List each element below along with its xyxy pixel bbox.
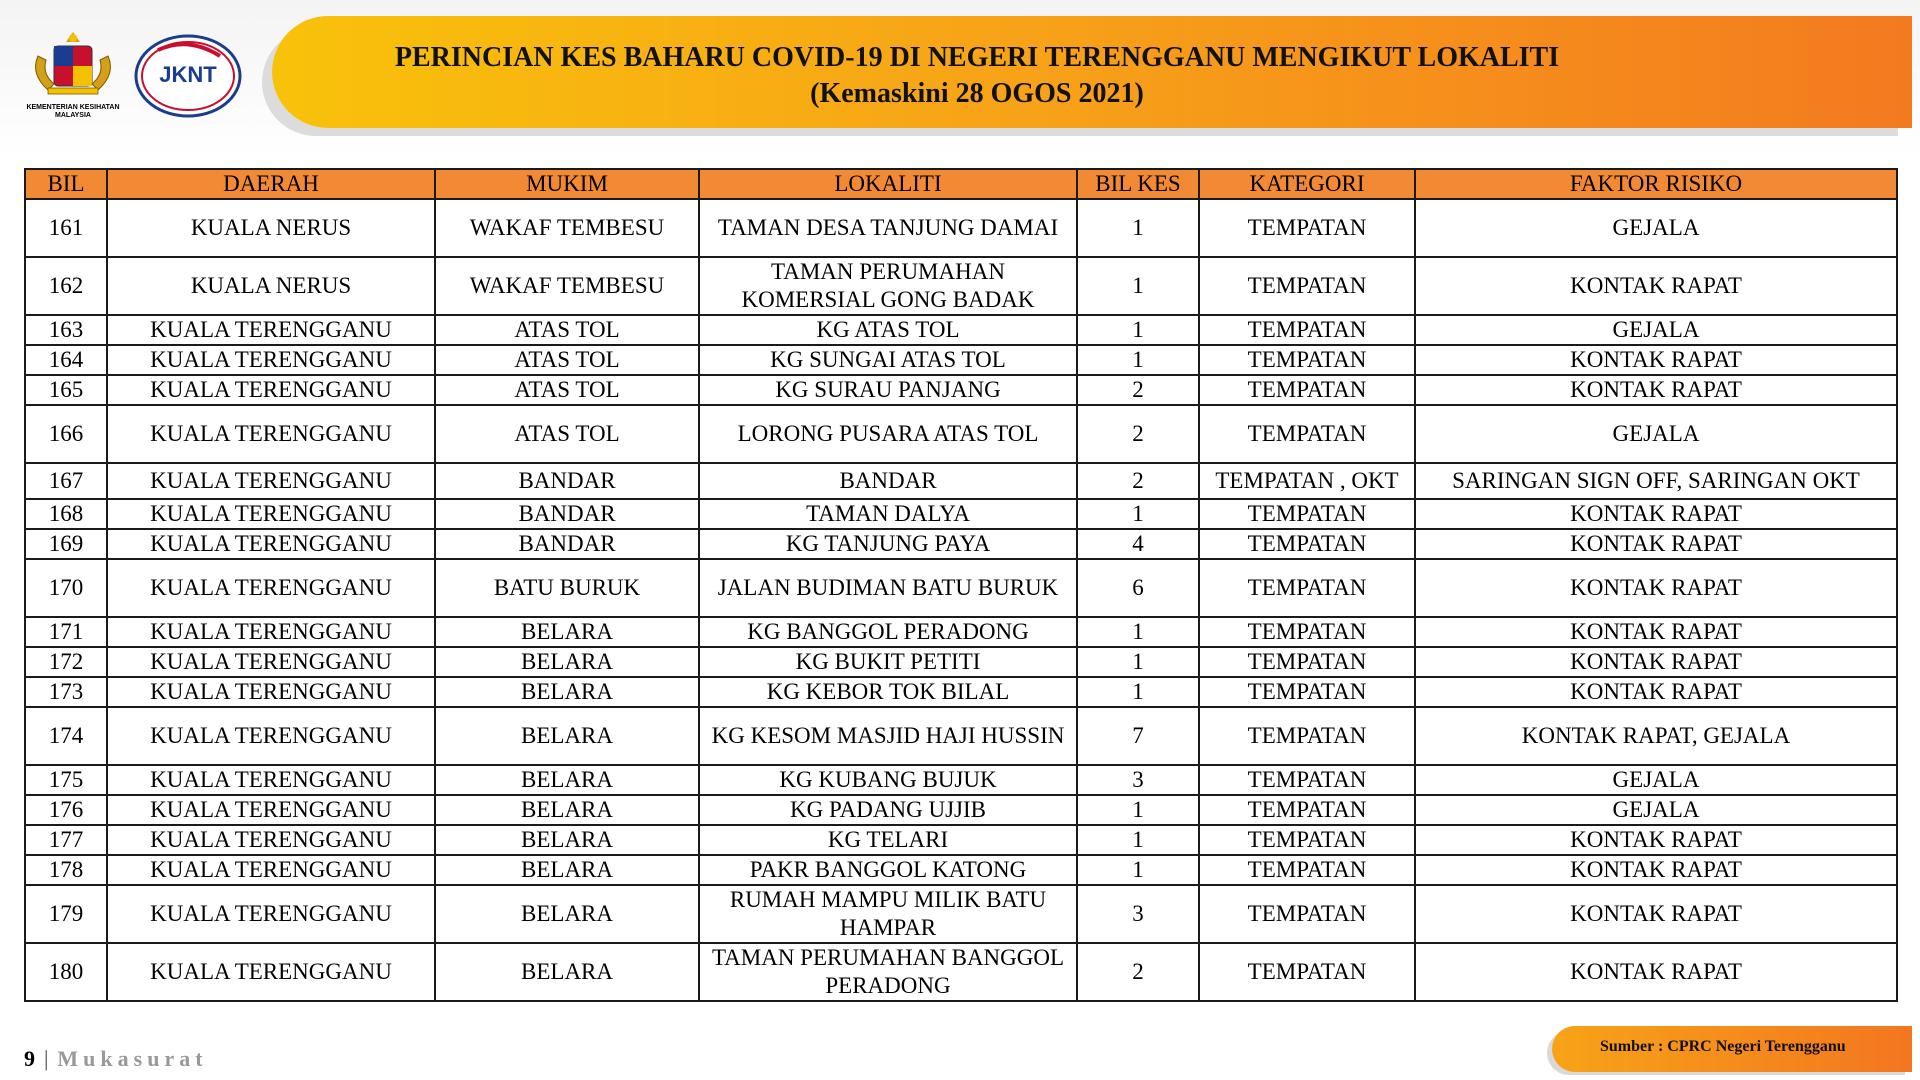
cell-mukim: WAKAF TEMBESU <box>435 199 699 257</box>
table-header-row <box>25 169 1897 199</box>
cell-daerah: KUALA TERENGGANU <box>107 677 435 707</box>
cell-faktor-risiko: GEJALA <box>1415 315 1897 345</box>
cell-lokaliti: KG KUBANG BUJUK <box>699 765 1077 795</box>
cell-bil-kes: 2 <box>1077 943 1199 1001</box>
cell-bil-kes: 1 <box>1077 795 1199 825</box>
cell-lokaliti: TAMAN DESA TANJUNG DAMAI <box>699 199 1077 257</box>
cell-daerah: KUALA TERENGGANU <box>107 795 435 825</box>
cell-faktor-risiko: KONTAK RAPAT <box>1415 559 1897 617</box>
cell-bil: 164 <box>25 345 107 375</box>
table-row <box>25 617 1897 647</box>
cell-lokaliti: TAMAN PERUMAHAN KOMERSIAL GONG BADAK <box>699 257 1077 315</box>
cell-kategori: TEMPATAN <box>1199 559 1415 617</box>
cell-daerah: KUALA TERENGGANU <box>107 529 435 559</box>
column-header-lokaliti: LOKALITI <box>699 169 1077 199</box>
table-row <box>25 825 1897 855</box>
cell-lokaliti: PAKR BANGGOL KATONG <box>699 855 1077 885</box>
table-row <box>25 315 1897 345</box>
cell-kategori: TEMPATAN <box>1199 315 1415 345</box>
cell-mukim: BELARA <box>435 647 699 677</box>
table-row <box>25 855 1897 885</box>
table-row <box>25 885 1897 943</box>
cell-bil: 163 <box>25 315 107 345</box>
cell-faktor-risiko: GEJALA <box>1415 795 1897 825</box>
cell-bil: 172 <box>25 647 107 677</box>
table-row <box>25 257 1897 315</box>
page-footer <box>24 1046 208 1072</box>
cell-bil: 175 <box>25 765 107 795</box>
cell-bil-kes: 4 <box>1077 529 1199 559</box>
cell-mukim: BELARA <box>435 855 699 885</box>
cell-faktor-risiko: KONTAK RAPAT, GEJALA <box>1415 707 1897 765</box>
cell-kategori: TEMPATAN <box>1199 855 1415 885</box>
cell-daerah: KUALA TERENGGANU <box>107 707 435 765</box>
cell-lokaliti: LORONG PUSARA ATAS TOL <box>699 405 1077 463</box>
column-header-bil-kes: BIL KES <box>1077 169 1199 199</box>
cell-kategori: TEMPATAN <box>1199 345 1415 375</box>
table-row <box>25 943 1897 1001</box>
table-row <box>25 559 1897 617</box>
cell-lokaliti: TAMAN PERUMAHAN BANGGOL PERADONG <box>699 943 1077 1001</box>
column-header-bil: BIL <box>25 169 107 199</box>
cell-bil: 169 <box>25 529 107 559</box>
page-title: PERINCIAN KES BAHARU COVID-19 DI NEGERI TERENGGANU MENGIKUT LOKALITI <box>394 42 1560 73</box>
jknt-logo-text: JKNT <box>159 62 217 87</box>
cell-daerah: KUALA TERENGGANU <box>107 315 435 345</box>
page-subtitle: (Kemaskini 28 OGOS 2021) <box>810 78 1144 109</box>
footer-separator: | <box>44 1046 50 1071</box>
page-label: Mukasurat <box>57 1046 208 1071</box>
logo-caption-line-2: MALAYSIA <box>55 112 91 119</box>
table-row <box>25 707 1897 765</box>
cell-mukim: BELARA <box>435 943 699 1001</box>
cell-lokaliti: KG TELARI <box>699 825 1077 855</box>
cell-daerah: KUALA TERENGGANU <box>107 943 435 1001</box>
cell-bil-kes: 2 <box>1077 463 1199 499</box>
cell-bil-kes: 2 <box>1077 405 1199 463</box>
cell-kategori: TEMPATAN <box>1199 529 1415 559</box>
cell-lokaliti: KG BUKIT PETITI <box>699 647 1077 677</box>
cell-bil: 180 <box>25 943 107 1001</box>
cell-bil: 170 <box>25 559 107 617</box>
cell-kategori: TEMPATAN <box>1199 885 1415 943</box>
cell-bil: 179 <box>25 885 107 943</box>
cell-lokaliti: KG ATAS TOL <box>699 315 1077 345</box>
cell-bil: 176 <box>25 795 107 825</box>
cell-daerah: KUALA TERENGGANU <box>107 345 435 375</box>
cell-lokaliti: TAMAN DALYA <box>699 499 1077 529</box>
cell-lokaliti: KG SUNGAI ATAS TOL <box>699 345 1077 375</box>
cell-bil-kes: 1 <box>1077 825 1199 855</box>
logo-group <box>18 28 248 128</box>
cell-lokaliti: KG BANGGOL PERADONG <box>699 617 1077 647</box>
table-body <box>25 199 1897 1001</box>
cell-faktor-risiko: KONTAK RAPAT <box>1415 529 1897 559</box>
cell-faktor-risiko: KONTAK RAPAT <box>1415 885 1897 943</box>
cell-bil-kes: 1 <box>1077 855 1199 885</box>
cell-lokaliti: RUMAH MAMPU MILIK BATU HAMPAR <box>699 885 1077 943</box>
cell-daerah: KUALA TERENGGANU <box>107 855 435 885</box>
cell-kategori: TEMPATAN <box>1199 375 1415 405</box>
cell-faktor-risiko: KONTAK RAPAT <box>1415 677 1897 707</box>
cell-mukim: BELARA <box>435 825 699 855</box>
logo-caption-line-1: KEMENTERIAN KESIHATAN <box>26 104 120 111</box>
cell-daerah: KUALA TERENGGANU <box>107 885 435 943</box>
table-row <box>25 499 1897 529</box>
cell-bil-kes: 1 <box>1077 199 1199 257</box>
cell-faktor-risiko: KONTAK RAPAT <box>1415 943 1897 1001</box>
cell-bil: 178 <box>25 855 107 885</box>
cell-mukim: BELARA <box>435 617 699 647</box>
cell-bil-kes: 7 <box>1077 707 1199 765</box>
cell-faktor-risiko: GEJALA <box>1415 199 1897 257</box>
cell-bil-kes: 1 <box>1077 315 1199 345</box>
column-header-mukim: MUKIM <box>435 169 699 199</box>
cell-daerah: KUALA TERENGGANU <box>107 463 435 499</box>
cell-bil: 166 <box>25 405 107 463</box>
cell-lokaliti: KG PADANG UJJIB <box>699 795 1077 825</box>
cell-lokaliti: JALAN BUDIMAN BATU BURUK <box>699 559 1077 617</box>
cell-lokaliti: KG TANJUNG PAYA <box>699 529 1077 559</box>
table-row <box>25 199 1897 257</box>
cell-kategori: TEMPATAN <box>1199 943 1415 1001</box>
cases-table <box>24 168 1898 1002</box>
cell-lokaliti: BANDAR <box>699 463 1077 499</box>
cell-bil-kes: 1 <box>1077 617 1199 647</box>
cell-mukim: BELARA <box>435 885 699 943</box>
table-row <box>25 375 1897 405</box>
cell-mukim: BELARA <box>435 707 699 765</box>
cell-faktor-risiko: KONTAK RAPAT <box>1415 855 1897 885</box>
cell-bil: 173 <box>25 677 107 707</box>
cell-bil: 165 <box>25 375 107 405</box>
cell-lokaliti: KG SURAU PANJANG <box>699 375 1077 405</box>
table-row <box>25 795 1897 825</box>
cell-kategori: TEMPATAN <box>1199 825 1415 855</box>
cell-bil: 171 <box>25 617 107 647</box>
cell-mukim: BANDAR <box>435 499 699 529</box>
cell-daerah: KUALA TERENGGANU <box>107 617 435 647</box>
column-header-kategori: KATEGORI <box>1199 169 1415 199</box>
cell-mukim: WAKAF TEMBESU <box>435 257 699 315</box>
cell-kategori: TEMPATAN <box>1199 199 1415 257</box>
cell-faktor-risiko: GEJALA <box>1415 765 1897 795</box>
cell-faktor-risiko: KONTAK RAPAT <box>1415 647 1897 677</box>
cell-daerah: KUALA TERENGGANU <box>107 647 435 677</box>
cell-bil: 177 <box>25 825 107 855</box>
cell-bil-kes: 1 <box>1077 647 1199 677</box>
cell-daerah: KUALA NERUS <box>107 199 435 257</box>
cell-bil-kes: 1 <box>1077 677 1199 707</box>
page-title-block <box>272 40 1682 112</box>
cell-faktor-risiko: KONTAK RAPAT <box>1415 257 1897 315</box>
cell-faktor-risiko: KONTAK RAPAT <box>1415 617 1897 647</box>
cell-mukim: ATAS TOL <box>435 345 699 375</box>
logo-caption <box>18 104 128 120</box>
cell-faktor-risiko: KONTAK RAPAT <box>1415 499 1897 529</box>
cell-mukim: BATU BURUK <box>435 559 699 617</box>
cell-daerah: KUALA TERENGGANU <box>107 765 435 795</box>
cell-mukim: BELARA <box>435 795 699 825</box>
cell-daerah: KUALA TERENGGANU <box>107 375 435 405</box>
cell-mukim: ATAS TOL <box>435 315 699 345</box>
cell-lokaliti: KG KESOM MASJID HAJI HUSSIN <box>699 707 1077 765</box>
column-header-daerah: DAERAH <box>107 169 435 199</box>
cell-kategori: TEMPATAN <box>1199 647 1415 677</box>
cell-mukim: BANDAR <box>435 529 699 559</box>
cell-bil: 168 <box>25 499 107 529</box>
table-row <box>25 677 1897 707</box>
page-number: 9 <box>24 1046 36 1071</box>
cell-kategori: TEMPATAN <box>1199 257 1415 315</box>
table-row <box>25 463 1897 499</box>
cell-mukim: ATAS TOL <box>435 405 699 463</box>
cell-kategori: TEMPATAN <box>1199 617 1415 647</box>
cell-faktor-risiko: SARINGAN SIGN OFF, SARINGAN OKT <box>1415 463 1897 499</box>
cell-mukim: BANDAR <box>435 463 699 499</box>
table-row <box>25 529 1897 559</box>
table-row <box>25 647 1897 677</box>
cell-bil-kes: 3 <box>1077 765 1199 795</box>
table-row <box>25 345 1897 375</box>
cell-lokaliti: KG KEBOR TOK BILAL <box>699 677 1077 707</box>
cell-kategori: TEMPATAN <box>1199 707 1415 765</box>
cell-bil-kes: 1 <box>1077 345 1199 375</box>
cell-bil: 174 <box>25 707 107 765</box>
cell-daerah: KUALA TERENGGANU <box>107 499 435 529</box>
cell-bil: 161 <box>25 199 107 257</box>
cell-daerah: KUALA TERENGGANU <box>107 405 435 463</box>
cell-mukim: BELARA <box>435 765 699 795</box>
jknt-logo <box>128 30 248 122</box>
table-row <box>25 765 1897 795</box>
cell-mukim: BELARA <box>435 677 699 707</box>
cell-daerah: KUALA NERUS <box>107 257 435 315</box>
cell-faktor-risiko: GEJALA <box>1415 405 1897 463</box>
cell-kategori: TEMPATAN <box>1199 765 1415 795</box>
cell-faktor-risiko: KONTAK RAPAT <box>1415 345 1897 375</box>
column-header-faktor-risiko: FAKTOR RISIKO <box>1415 169 1897 199</box>
cell-kategori: TEMPATAN <box>1199 499 1415 529</box>
cell-kategori: TEMPATAN <box>1199 795 1415 825</box>
cell-mukim: ATAS TOL <box>435 375 699 405</box>
cell-bil-kes: 1 <box>1077 257 1199 315</box>
source-label: Sumber : CPRC Negeri Terengganu <box>1600 1038 1846 1055</box>
table-row <box>25 405 1897 463</box>
cell-daerah: KUALA TERENGGANU <box>107 825 435 855</box>
cell-daerah: KUALA TERENGGANU <box>107 559 435 617</box>
cell-faktor-risiko: KONTAK RAPAT <box>1415 825 1897 855</box>
cell-bil-kes: 1 <box>1077 499 1199 529</box>
cell-bil: 162 <box>25 257 107 315</box>
cell-kategori: TEMPATAN <box>1199 677 1415 707</box>
cell-bil-kes: 6 <box>1077 559 1199 617</box>
cell-bil-kes: 2 <box>1077 375 1199 405</box>
cell-kategori: TEMPATAN <box>1199 405 1415 463</box>
cell-bil-kes: 3 <box>1077 885 1199 943</box>
cell-faktor-risiko: KONTAK RAPAT <box>1415 375 1897 405</box>
cell-kategori: TEMPATAN , OKT <box>1199 463 1415 499</box>
cell-bil: 167 <box>25 463 107 499</box>
